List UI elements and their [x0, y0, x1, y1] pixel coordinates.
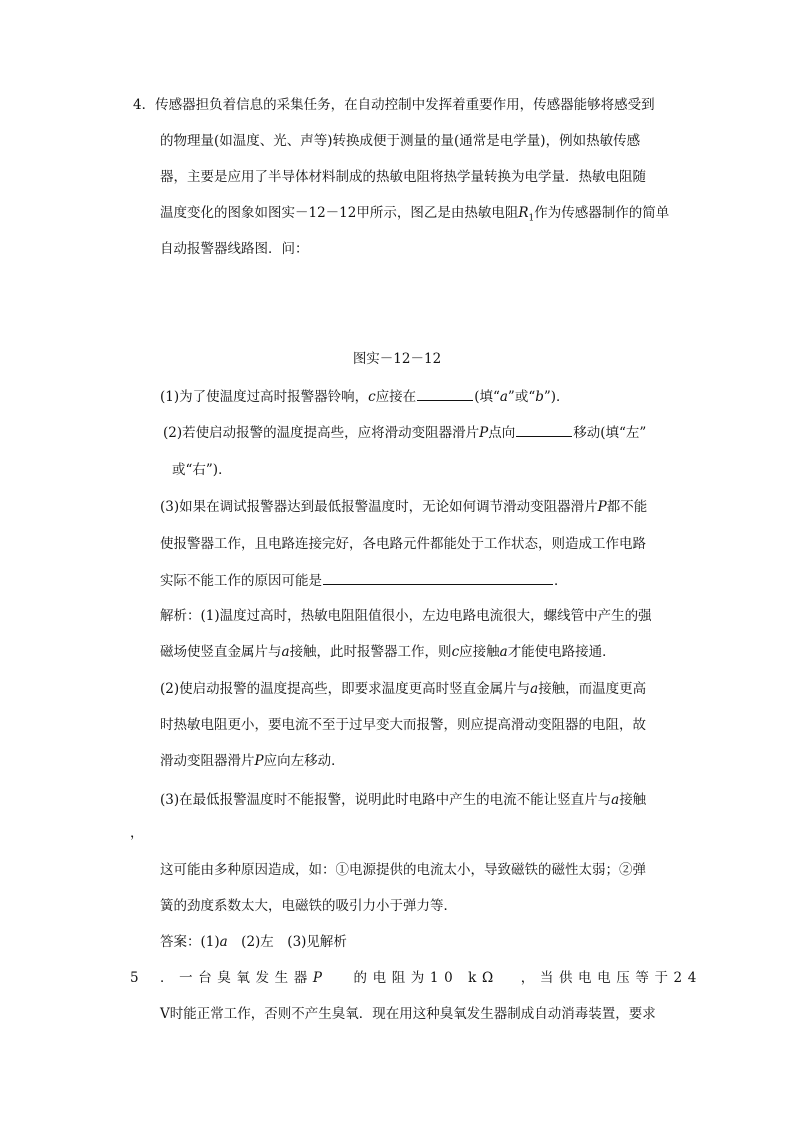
- solution-line-2-var-c: c: [451, 644, 460, 660]
- q4-part-1: [160, 387, 570, 406]
- q4-part-2-var-p: P: [479, 425, 489, 441]
- q4-part-1-text-b: 应接在: [375, 389, 417, 405]
- q4-part-1-answer-blank[interactable]: [417, 387, 473, 401]
- figure-caption: 图实－12－12: [352, 351, 442, 367]
- q4-stem-line-4-text-b: 作为传感器制作的简单: [534, 205, 670, 221]
- solution-line-5: [160, 752, 345, 770]
- q4-stem-line-4-text-a: 温度变化的图象如图实－12－12甲所示，图乙是由热敏电阻: [160, 205, 519, 221]
- solution-line-4: 时热敏电阻更小，要电流不至于过早变大而报警，则应提高滑动变阻器的电阻，故: [160, 717, 646, 733]
- q4-part-3-line-2: 使报警器工作，且电路连接完好，各电路元件都能处于工作状态，则造成工作电路: [160, 536, 646, 552]
- solution-line-2-var-a2: a: [499, 644, 508, 660]
- solution-line-3: [160, 680, 646, 698]
- solution-line-7: 这可能由多种原因造成，如：①电源提供的电流太小，导致磁铁的磁性太弱；②弹: [160, 862, 646, 878]
- answer-label: 答案：(1): [160, 934, 220, 950]
- q4-part-3-text-e: ．: [554, 573, 568, 589]
- q5-line-1-text-c: ，当供电电压等于24: [520, 970, 702, 986]
- q4-part-2-line-2: 或“右”)．: [172, 462, 232, 478]
- q4-stem-line-2: 的物理量(如温度、光、声等)转换成便于测量的量(通常是电学量)，例如热敏传感: [160, 133, 641, 149]
- solution-line-2: [160, 643, 616, 661]
- solution-line-3-text-b: 接触，而温度更高: [538, 681, 647, 697]
- q5-number: 5: [130, 970, 139, 986]
- solution-line-2-text-b: 接触，此时报警器工作，则: [289, 644, 452, 660]
- q4-part-3-text-d: 实际不能工作的原因可能是: [160, 573, 322, 589]
- solution-line-5-text-b: 应向左移动．: [263, 753, 345, 769]
- q4-part-2-text-b: 点向: [488, 425, 516, 441]
- q4-part-2-text-c: 移动(填“左”: [573, 425, 647, 441]
- solution-line-2-text-c: 应接触: [459, 644, 500, 660]
- solution-line-5-var-p: P: [254, 753, 264, 769]
- answer-rest: (2)左 (3)见解析: [227, 934, 347, 950]
- solution-line-3-var-a: a: [530, 681, 539, 697]
- solution-line-1: 解析：(1)温度过高时，热敏电阻阻值很小，左边电路电流很大，螺线管中产生的强: [160, 608, 652, 624]
- solution-line-6: [160, 791, 646, 809]
- solution-line-2-var-a: a: [281, 644, 290, 660]
- solution-line-6-text-b: 接触: [619, 792, 647, 808]
- q4-part-3-var-p: P: [597, 499, 607, 515]
- q4-stem-line-3: 器，主要是应用了半导体材料制成的热敏电阻将热学量转换为电学量．热敏电阻随: [160, 169, 646, 185]
- q4-part-1-var-a: a: [499, 389, 508, 405]
- q4-part-1-text-e: ”或“: [507, 389, 536, 405]
- solution-line-6-var-a: a: [611, 792, 620, 808]
- q4-var-r: R: [518, 205, 529, 221]
- solution-line-8: 簧的劲度系数太大，电磁铁的吸引力小于弹力等．: [160, 898, 457, 914]
- solution-line-6-text-a: (3)在最低报警温度时不能报警，说明此时电路中产生的电流不能让竖直片与: [160, 792, 612, 808]
- solution-stray-comma: ，: [130, 825, 144, 841]
- q4-part-2-answer-blank[interactable]: [516, 423, 572, 437]
- solution-line-2-text-d: 才能使电路接通．: [507, 644, 616, 660]
- q4-part-1-text-a: (1)为了使温度过高时报警器铃响，: [160, 389, 369, 405]
- q5-line-1-text-b: 的电阻为10 kΩ: [353, 970, 499, 986]
- q4-part-1-text-g: ”)．: [543, 389, 570, 405]
- q4-part-3-text-b: 都不能: [606, 499, 648, 515]
- q4-part-3-text-a: (3)如果在调试报警器达到最低报警温度时，无论如何调节滑动变阻器滑片: [160, 499, 598, 515]
- answer-line: [160, 933, 347, 951]
- q4-part-1-var-b: b: [535, 389, 544, 405]
- solution-line-5-text-a: 滑动变阻器滑片: [160, 753, 255, 769]
- q4-part-2-text-a: (2)若使启动报警的温度提高些，应将滑动变阻器滑片: [163, 425, 480, 441]
- q4-part-2-line-1: [163, 423, 646, 442]
- q4-stem-line-5: 自动报警器线路图．问：: [160, 241, 309, 257]
- q4-part-3-answer-blank[interactable]: [323, 571, 553, 585]
- solution-line-2-text-a: 磁场使竖直金属片与: [160, 644, 282, 660]
- q4-part-1-text-c: (填“: [474, 389, 500, 405]
- q4-stem-line-1: 4．传感器担负着信息的采集任务，在自动控制中发挥着重要作用，传感器能够将感受到: [133, 97, 655, 113]
- q5-line-2: V时能正常工作，否则不产生臭氧．现在用这种臭氧发生器制成自动消毒装置，要求: [160, 1006, 656, 1022]
- q5-line-1-text-a: ．一台臭氧发生器: [160, 970, 313, 986]
- q5-var-p: P: [312, 970, 328, 986]
- q4-var-r-subscript: 1: [528, 213, 535, 224]
- q4-part-1-var-c: c: [368, 389, 376, 405]
- q4-part-3-line-3: [160, 571, 568, 590]
- solution-line-3-text-a: (2)使启动报警的温度提高些，即要求温度更高时竖直金属片与: [160, 681, 531, 697]
- q4-stem-line-4: [160, 204, 669, 228]
- q4-part-3-line-1: [160, 498, 647, 516]
- answer-var-a: a: [219, 934, 228, 950]
- q5-line-1: [160, 969, 702, 987]
